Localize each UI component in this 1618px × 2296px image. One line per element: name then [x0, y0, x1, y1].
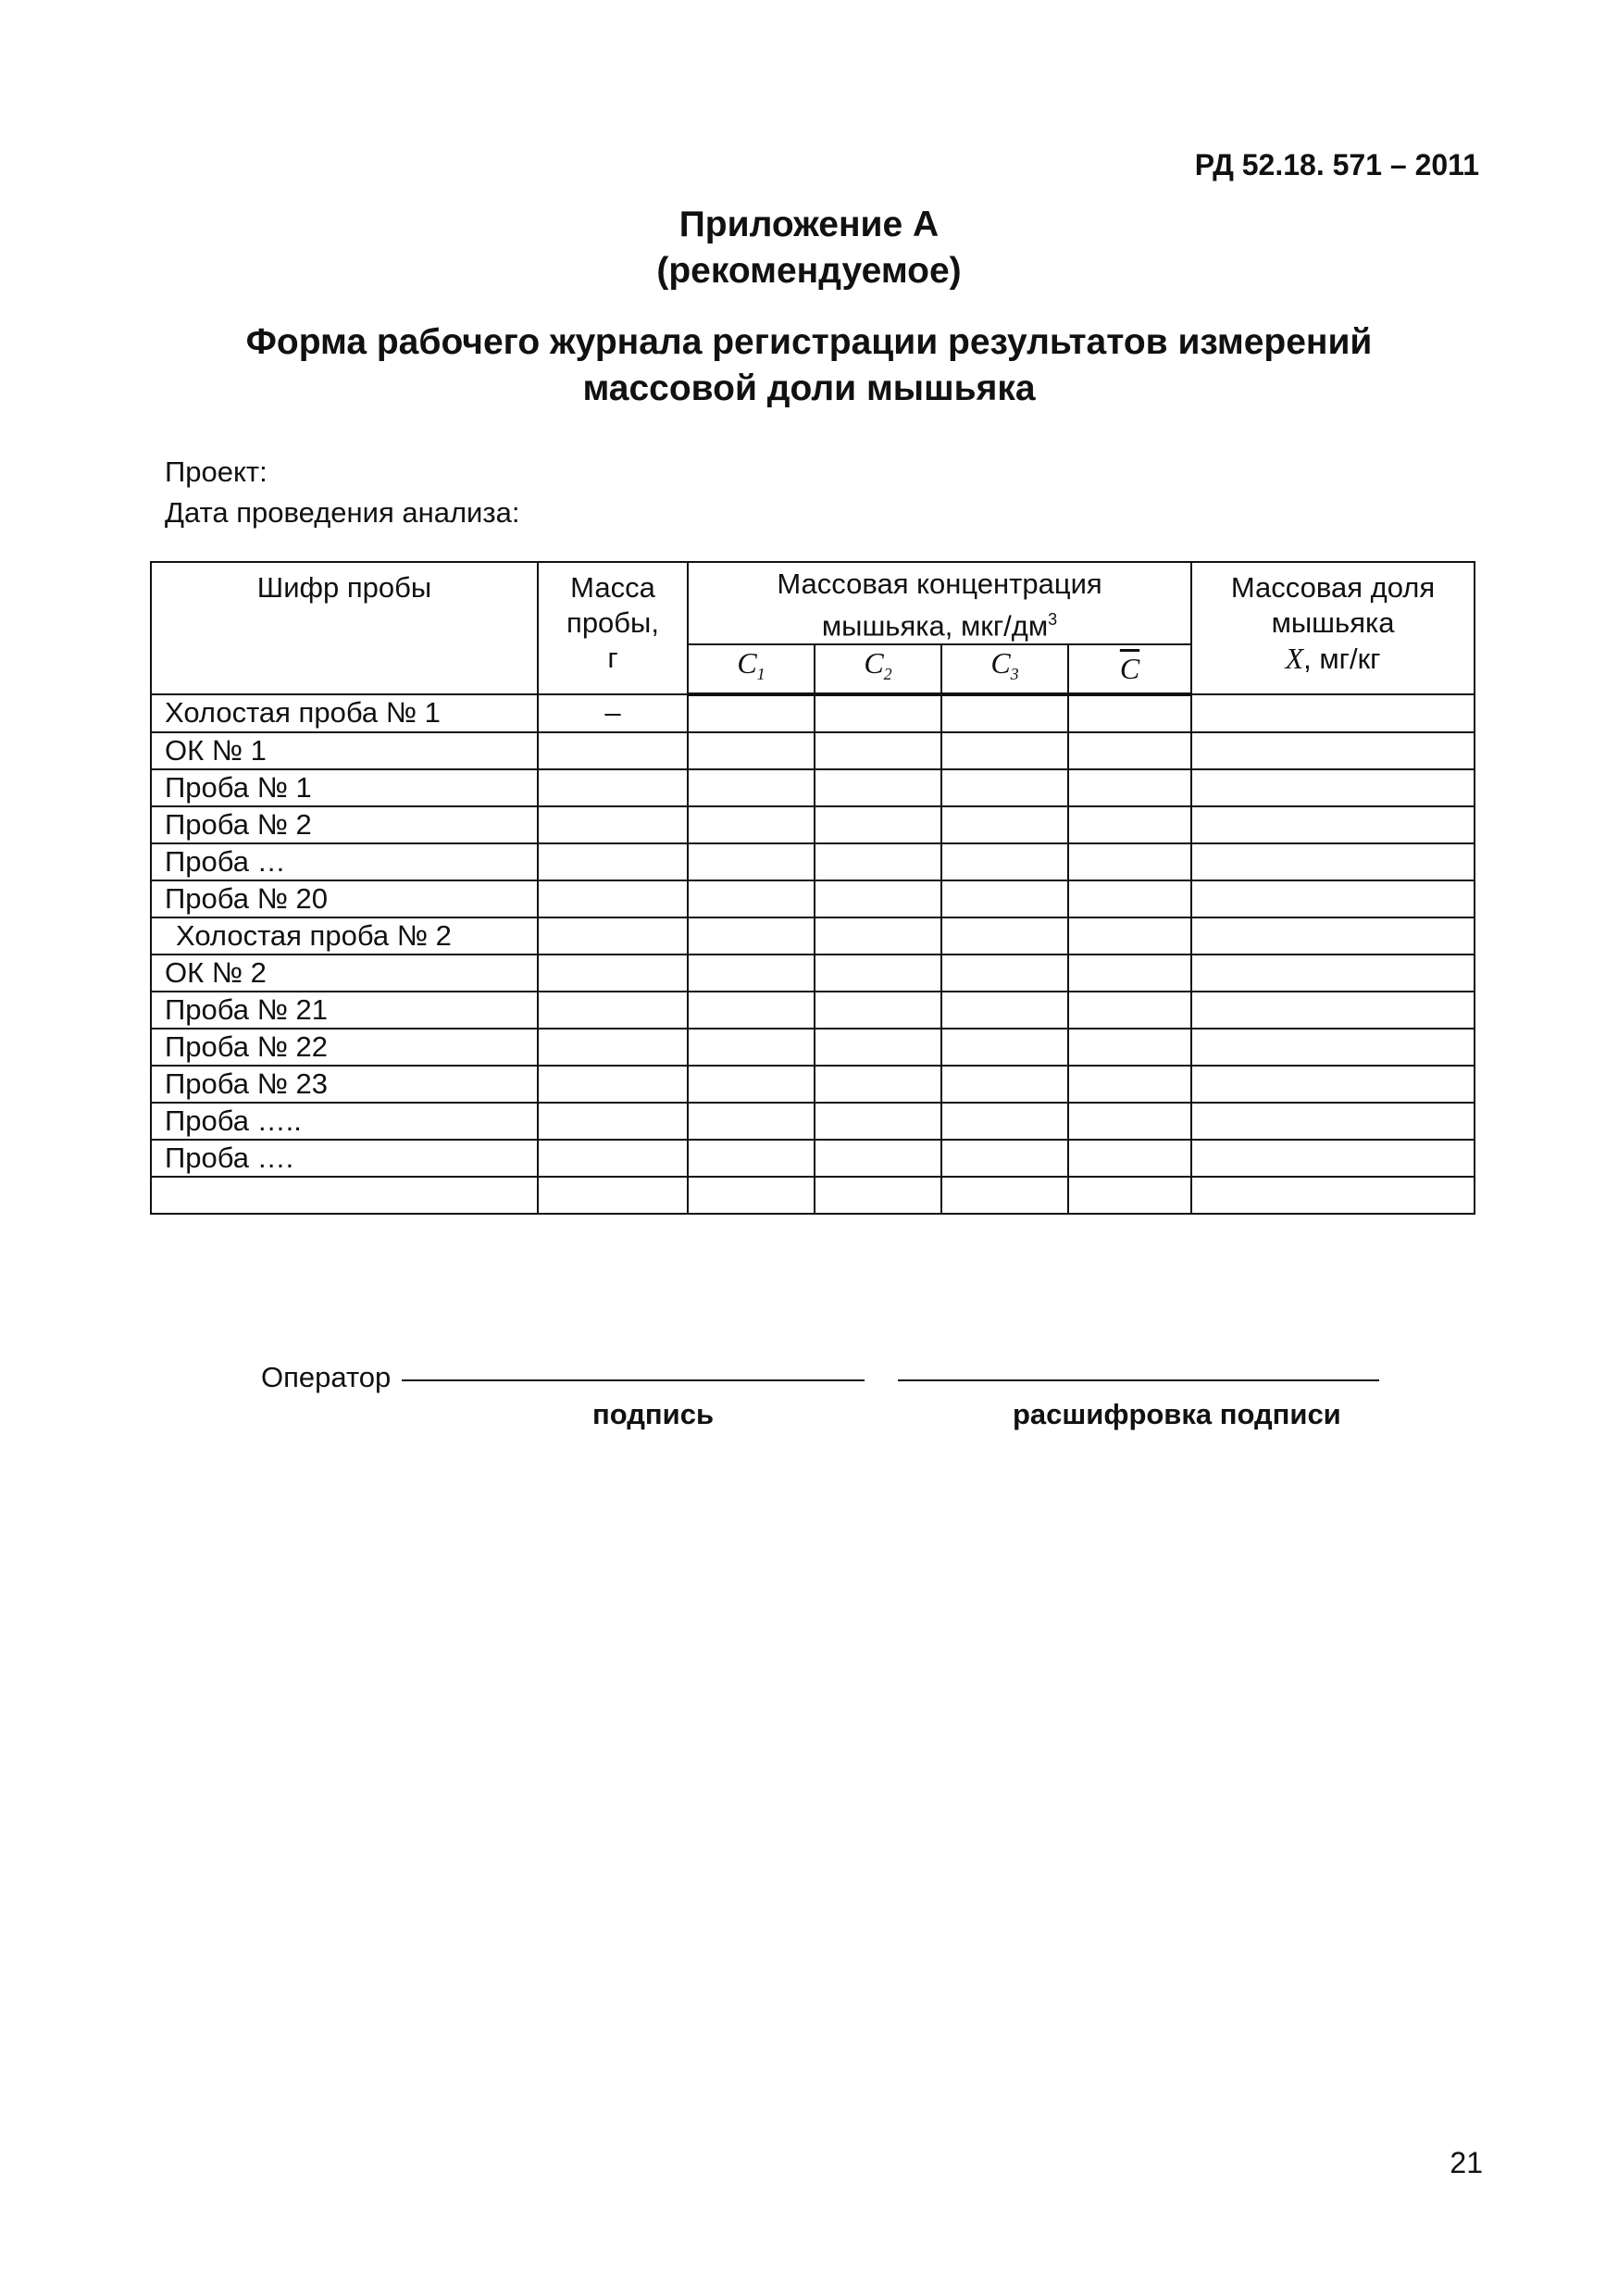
- sample-mass-cell[interactable]: [538, 806, 688, 843]
- mass-fraction-cell[interactable]: [1191, 1140, 1475, 1177]
- header-c1: [688, 644, 815, 693]
- signature-decoding-caption: расшифровка подписи: [1013, 1398, 1341, 1430]
- mass-fraction-cell[interactable]: [1191, 1103, 1475, 1140]
- header-c3-symbol: C: [990, 646, 1011, 680]
- table-row: [151, 880, 1475, 917]
- header-mass-fraction: [1191, 562, 1475, 694]
- analysis-date-label: Дата проведения анализа:: [165, 496, 520, 529]
- c2-cell[interactable]: [815, 769, 941, 806]
- sample-code-cell: Проба …: [151, 843, 538, 880]
- mass-fraction-cell[interactable]: [1191, 955, 1475, 992]
- mass-fraction-cell[interactable]: [1191, 1177, 1475, 1214]
- mass-fraction-cell[interactable]: [1191, 769, 1475, 806]
- journal-table-body: [151, 694, 1475, 1214]
- mass-fraction-cell[interactable]: [1191, 806, 1475, 843]
- c3-cell[interactable]: [941, 769, 1068, 806]
- c2-cell[interactable]: [815, 806, 941, 843]
- c-mean-cell[interactable]: [1068, 806, 1191, 843]
- sample-code-cell: Проба …..: [151, 1103, 538, 1140]
- header-sample-code: [151, 562, 538, 694]
- c-mean-cell[interactable]: [1068, 917, 1191, 955]
- form-title-line2: массовой доли мышьяка: [582, 368, 1036, 408]
- sample-code-cell: ОК № 2: [151, 955, 538, 992]
- table-row: [151, 843, 1475, 880]
- c3-cell[interactable]: [941, 843, 1068, 880]
- sample-code-cell: Проба № 23: [151, 1066, 538, 1103]
- c3-cell[interactable]: [941, 880, 1068, 917]
- mass-fraction-cell[interactable]: [1191, 843, 1475, 880]
- c1-cell[interactable]: [688, 1066, 815, 1103]
- header-c1-sub: 1: [756, 665, 765, 684]
- header-fraction-unit: , мг/кг: [1303, 643, 1381, 675]
- sample-mass-cell[interactable]: [538, 992, 688, 1029]
- document-code: РД 52.18. 571 – 2011: [1194, 148, 1479, 181]
- header-fraction-symbol: X: [1285, 642, 1304, 675]
- mass-fraction-cell[interactable]: [1191, 1029, 1475, 1066]
- c3-cell[interactable]: [941, 806, 1068, 843]
- sample-code-cell: Холостая проба № 2: [151, 917, 538, 955]
- c3-cell[interactable]: [941, 732, 1068, 769]
- c3-cell[interactable]: [941, 955, 1068, 992]
- c-mean-cell[interactable]: [1068, 1066, 1191, 1103]
- form-title-line1: Форма рабочего журнала регистрации результатов измерений: [245, 322, 1373, 362]
- c2-cell[interactable]: [815, 1103, 941, 1140]
- sample-mass-cell[interactable]: [538, 1177, 688, 1214]
- table-row: [151, 732, 1475, 769]
- c1-cell[interactable]: [688, 843, 815, 880]
- c1-cell[interactable]: [688, 955, 815, 992]
- c3-cell[interactable]: [941, 1029, 1068, 1066]
- c3-cell[interactable]: [941, 1066, 1068, 1103]
- sample-code-cell: [151, 1177, 538, 1214]
- c3-cell[interactable]: [941, 1140, 1068, 1177]
- c2-cell[interactable]: [815, 1066, 941, 1103]
- c-mean-cell[interactable]: [1068, 1177, 1191, 1214]
- c1-cell[interactable]: [688, 694, 815, 732]
- c1-cell[interactable]: [688, 806, 815, 843]
- c-mean-cell[interactable]: [1068, 1140, 1191, 1177]
- sample-code-cell: ОК № 1: [151, 732, 538, 769]
- c2-cell[interactable]: [815, 732, 941, 769]
- signature-caption: подпись: [592, 1398, 715, 1430]
- c1-cell[interactable]: [688, 917, 815, 955]
- form-title: [0, 319, 1618, 412]
- table-row: [151, 694, 1475, 732]
- table-row: [151, 1103, 1475, 1140]
- sample-code-cell: Холостая проба № 1: [151, 694, 538, 732]
- sample-mass-cell[interactable]: [538, 1029, 688, 1066]
- header-c2-symbol: C: [864, 646, 884, 680]
- c-mean-cell[interactable]: [1068, 769, 1191, 806]
- header-c3-sub: 3: [1010, 665, 1019, 684]
- signature-line: [402, 1379, 865, 1381]
- header-c3: [941, 644, 1068, 693]
- header-conc-superscript: 3: [1048, 610, 1058, 629]
- mass-fraction-cell[interactable]: [1191, 732, 1475, 769]
- sample-mass-cell[interactable]: [538, 1140, 688, 1177]
- c1-cell[interactable]: [688, 769, 815, 806]
- appendix-subtitle: (рекомендуемое): [656, 251, 962, 291]
- mass-fraction-cell[interactable]: [1191, 917, 1475, 955]
- table-row: [151, 992, 1475, 1029]
- form-meta: [165, 452, 519, 533]
- c-mean-cell[interactable]: [1068, 880, 1191, 917]
- table-row: [151, 1066, 1475, 1103]
- sample-code-cell: Проба № 20: [151, 880, 538, 917]
- table-row: [151, 955, 1475, 992]
- sample-mass-cell[interactable]: [538, 880, 688, 917]
- c2-cell[interactable]: [815, 694, 941, 732]
- header-c2: [815, 644, 941, 693]
- c-mean-cell[interactable]: [1068, 1103, 1191, 1140]
- c1-cell[interactable]: [688, 1177, 815, 1214]
- c-mean-cell[interactable]: [1068, 992, 1191, 1029]
- c2-cell[interactable]: [815, 843, 941, 880]
- c1-cell[interactable]: [688, 1103, 815, 1140]
- table-row: [151, 1029, 1475, 1066]
- sample-code-cell: Проба № 22: [151, 1029, 538, 1066]
- appendix-title: Приложение А: [678, 205, 940, 244]
- mass-fraction-cell[interactable]: [1191, 1066, 1475, 1103]
- sample-mass-cell[interactable]: [538, 955, 688, 992]
- header-conc-line2: мышьяка, мкг/дм: [821, 609, 1049, 643]
- header-fraction-line3: [1192, 641, 1474, 677]
- sample-code-cell: Проба № 21: [151, 992, 538, 1029]
- sample-mass-cell[interactable]: [538, 1066, 688, 1103]
- sample-mass-cell[interactable]: [538, 732, 688, 769]
- c1-cell[interactable]: [688, 1029, 815, 1066]
- sample-code-cell: Проба № 2: [151, 806, 538, 843]
- journal-table: [150, 561, 1475, 1215]
- table-row: [151, 806, 1475, 843]
- c-mean-cell[interactable]: [1068, 694, 1191, 732]
- header-conc-line1: Массовая концентрация: [777, 568, 1102, 600]
- sample-mass-cell[interactable]: [538, 843, 688, 880]
- page-number: 21: [1450, 2146, 1483, 2179]
- c-mean-cell[interactable]: [1068, 955, 1191, 992]
- c1-cell[interactable]: [688, 1140, 815, 1177]
- header-fraction-line1: Массовая доля: [1230, 571, 1436, 604]
- c3-cell[interactable]: [941, 1103, 1068, 1140]
- table-row: [151, 769, 1475, 806]
- mass-fraction-cell[interactable]: [1191, 694, 1475, 732]
- sample-mass-cell[interactable]: –: [538, 694, 688, 732]
- c1-cell[interactable]: [688, 992, 815, 1029]
- operator-label: Оператор: [261, 1361, 392, 1393]
- table-row: [151, 1140, 1475, 1177]
- mass-fraction-cell[interactable]: [1191, 880, 1475, 917]
- c3-cell[interactable]: [941, 917, 1068, 955]
- c-mean-cell[interactable]: [1068, 843, 1191, 880]
- c3-cell[interactable]: [941, 992, 1068, 1029]
- header-fraction-line2: мышьяка: [1271, 606, 1395, 639]
- header-mass-line2: пробы,: [566, 606, 659, 639]
- project-label: Проект:: [165, 455, 268, 488]
- header-conc-line2-wrap: [689, 602, 1190, 643]
- c2-cell[interactable]: [815, 1140, 941, 1177]
- sample-code-cell: Проба № 1: [151, 769, 538, 806]
- c2-cell[interactable]: [815, 917, 941, 955]
- header-sample-code-label: Шифр пробы: [256, 571, 432, 604]
- header-sample-mass: [538, 562, 688, 694]
- c2-cell[interactable]: [815, 1177, 941, 1214]
- header-c-mean: [1068, 644, 1191, 693]
- sample-mass-cell[interactable]: [538, 917, 688, 955]
- c-mean-cell[interactable]: [1068, 732, 1191, 769]
- sample-code-cell: Проба ….: [151, 1140, 538, 1177]
- sample-mass-cell[interactable]: [538, 1103, 688, 1140]
- signature-decoding-line: [898, 1379, 1379, 1381]
- c3-cell[interactable]: [941, 694, 1068, 732]
- c1-cell[interactable]: [688, 880, 815, 917]
- sample-mass-cell[interactable]: [538, 769, 688, 806]
- table-row: [151, 917, 1475, 955]
- c-mean-cell[interactable]: [1068, 1029, 1191, 1066]
- header-c-mean-symbol: $\overline{C}$: [1119, 651, 1140, 685]
- c2-cell[interactable]: [815, 955, 941, 992]
- c1-cell[interactable]: [688, 732, 815, 769]
- c2-cell[interactable]: [815, 880, 941, 917]
- c3-cell[interactable]: [941, 1177, 1068, 1214]
- table-row: [151, 1177, 1475, 1214]
- header-mass-line3: г: [607, 642, 618, 674]
- mass-fraction-cell[interactable]: [1191, 992, 1475, 1029]
- c2-cell[interactable]: [815, 992, 941, 1029]
- header-c2-sub: 2: [883, 665, 892, 684]
- appendix-heading: [0, 202, 1618, 294]
- header-mass-line1: Масса: [570, 571, 655, 604]
- c2-cell[interactable]: [815, 1029, 941, 1066]
- header-c1-symbol: C: [737, 646, 757, 680]
- header-mass-concentration: [688, 562, 1191, 644]
